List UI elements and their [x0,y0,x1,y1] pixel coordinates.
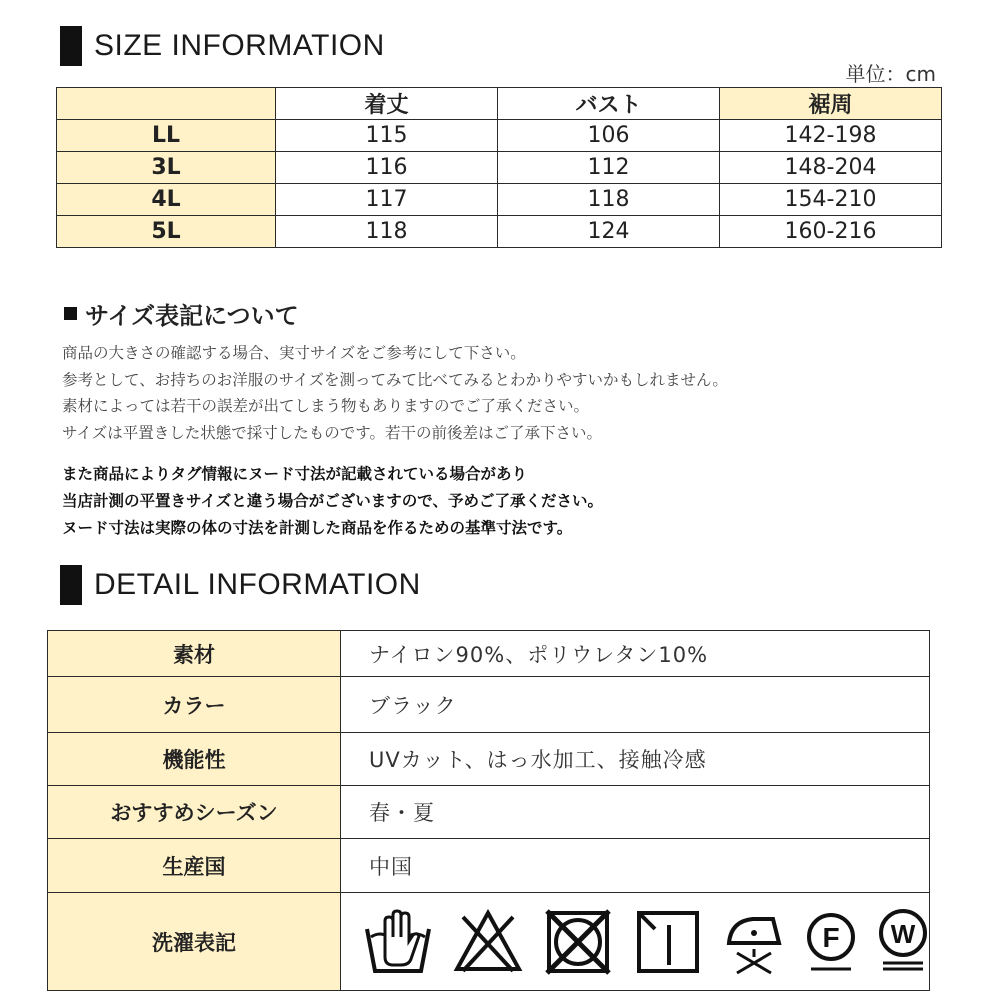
size-label: 5L [57,216,276,248]
bust-value: 106 [498,120,720,152]
bold-note-line: ヌード寸法は実際の体の寸法を計測した商品を作るための基準寸法です。 [62,519,573,537]
table-row [48,733,930,786]
bust-value: 118 [498,184,720,216]
size-label: LL [57,120,276,152]
hem-value: 154-210 [720,184,942,216]
table-row [48,839,930,893]
note-line: サイズは平置きした状態で採寸したものです。若干の前後差はご了承下さい。 [62,423,603,442]
length-value: 115 [276,120,498,152]
table-row [48,677,930,733]
table-row [57,152,942,184]
detail-label: カラー [48,677,341,733]
low-iron-icon [723,907,785,977]
bust-value: 124 [498,216,720,248]
table-row [48,893,930,991]
hem-value: 160-216 [720,216,942,248]
size-information-title: SIZE INFORMATION [94,29,385,62]
detail-value: UVカット、はっ水加工、接触冷感 [341,733,930,786]
square-bullet-icon [64,307,77,320]
column-header-hem: 裾周 [720,88,942,120]
heading-bar [60,565,82,605]
length-value: 118 [276,216,498,248]
column-header-length: 着丈 [276,88,498,120]
bold-note-line: 当店計測の平置きサイズと違う場合がございますので、予めご了承ください。 [62,492,603,510]
size-information-heading [60,26,385,66]
detail-value: ブラック [341,677,930,733]
care-symbols [341,907,929,977]
care-label: 洗濯表記 [48,893,341,991]
nude-size-note [62,461,603,542]
detail-information-heading [60,565,421,605]
table-row [48,786,930,839]
bust-value: 112 [498,152,720,184]
detail-information-title: DETAIL INFORMATION [94,568,421,601]
size-note-text [62,340,728,446]
note-line: 参考として、お持ちのお洋服のサイズを測ってみて比べてみるとわかりやすいかもしれません。 [62,370,728,389]
length-value: 116 [276,152,498,184]
no-tumble-dry-icon [543,907,613,977]
detail-label: 素材 [48,631,341,677]
hem-value: 142-198 [720,120,942,152]
dry-clean-f-icon [805,907,857,977]
no-bleach-icon [453,907,523,977]
note-line: 商品の大きさの確認する場合、実寸サイズをご参考にして下さい。 [62,344,526,362]
size-table-header-row [57,88,942,120]
table-row [57,216,942,248]
detail-label: 生産国 [48,839,341,893]
bold-note-line: また商品によりタグ情報にヌード寸法が記載されている場合があり [62,465,528,483]
hand-wash-icon [363,907,433,977]
line-dry-shade-icon [633,907,703,977]
table-row [48,631,930,677]
unit-label: 単位：cm [845,62,936,86]
heading-bar [60,26,82,66]
detail-label: 機能性 [48,733,341,786]
wet-clean-letter: W [890,918,916,949]
detail-table [47,630,930,991]
detail-label: おすすめシーズン [48,786,341,839]
care-symbols-cell [341,893,930,991]
size-note-title-text: サイズ表記について [85,302,299,330]
size-table [56,87,942,248]
size-label: 4L [57,184,276,216]
detail-value: 中国 [341,839,930,893]
column-header-bust: バスト [498,88,720,120]
size-table-corner [57,88,276,120]
size-label: 3L [57,152,276,184]
detail-value: ナイロン90%、ポリウレタン10% [341,631,930,677]
note-line: 素材によっては若干の誤差が出てしまう物もありますのでご了承ください。 [62,397,590,415]
wet-clean-w-icon [877,907,929,977]
size-note-title [64,296,299,331]
hem-value: 148-204 [720,152,942,184]
length-value: 117 [276,184,498,216]
dry-clean-letter: F [822,921,840,953]
table-row [57,120,942,152]
table-row [57,184,942,216]
detail-value: 春・夏 [341,786,930,839]
